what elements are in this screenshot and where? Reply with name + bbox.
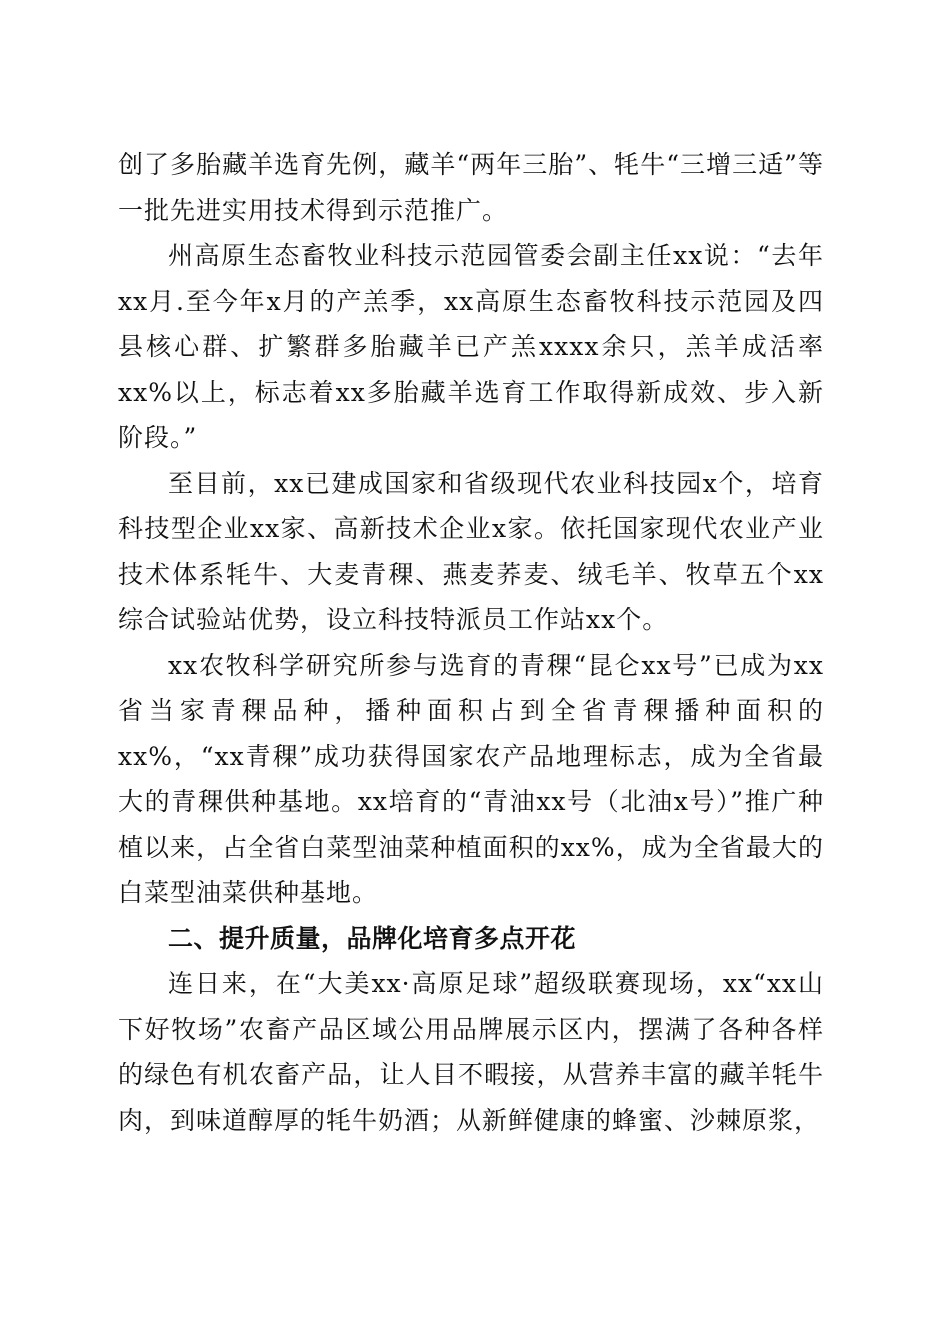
paragraph-tech-parks: 至目前，xx已建成国家和省级现代农业科技园x个，培育科技型企业xx家、高新技术企业x家。依托国家现代农业产业技术体系牦牛、大麦青稞、燕麦荞麦、绒毛羊、牧草五个xx综合试验站优势，设立科技特派员工作站xx个。	[118, 468, 824, 634]
paragraph-crop-breeding: xx农牧科学研究所参与选育的青稞“昆仑xx号”已成为xx省当家青稞品种，播种面积占到全省青稞播种面积的xx%，“xx青稞”成功获得国家农产品地理标志，成为全省最大的青稞供种基地。xx培育的“青油xx号（北油x号）”推广种植以来，占全省白菜型油菜种植面积的xx%，成为全省最大的白菜型油菜供种基地。	[118, 650, 824, 907]
section-heading: 二、提升质量，品牌化培育多点开花	[168, 923, 577, 953]
document-page	[118, 142, 824, 1143]
paragraph-continuation: 创了多胎藏羊选育先例，藏羊“两年三胎”、牦牛“三增三适”等一批先进实用技术得到示范推广。	[118, 150, 824, 225]
paragraph-quote-official: 州高原生态畜牧业科技示范园管委会副主任xx说：“去年xx月.至今年x月的产羔季，xx高原生态畜牧科技示范园及四县核心群、扩繁群多胎藏羊已产羔xxxx余只，羔羊成活率xx%以上，标志着xx多胎藏羊选育工作取得新成效、步入新阶段。”	[118, 241, 824, 452]
paragraph-brand-exhibit: 连日来，在“大美xx·高原足球”超级联赛现场，xx“xx山下好牧场”农畜产品区域公用品牌展示区内，摆满了各种各样的绿色有机农畜产品，让人目不暇接，从营养丰富的藏羊牦牛肉，到味道醇厚的牦牛奶酒；从新鲜健康的蜂蜜、沙棘原浆，	[118, 969, 824, 1135]
